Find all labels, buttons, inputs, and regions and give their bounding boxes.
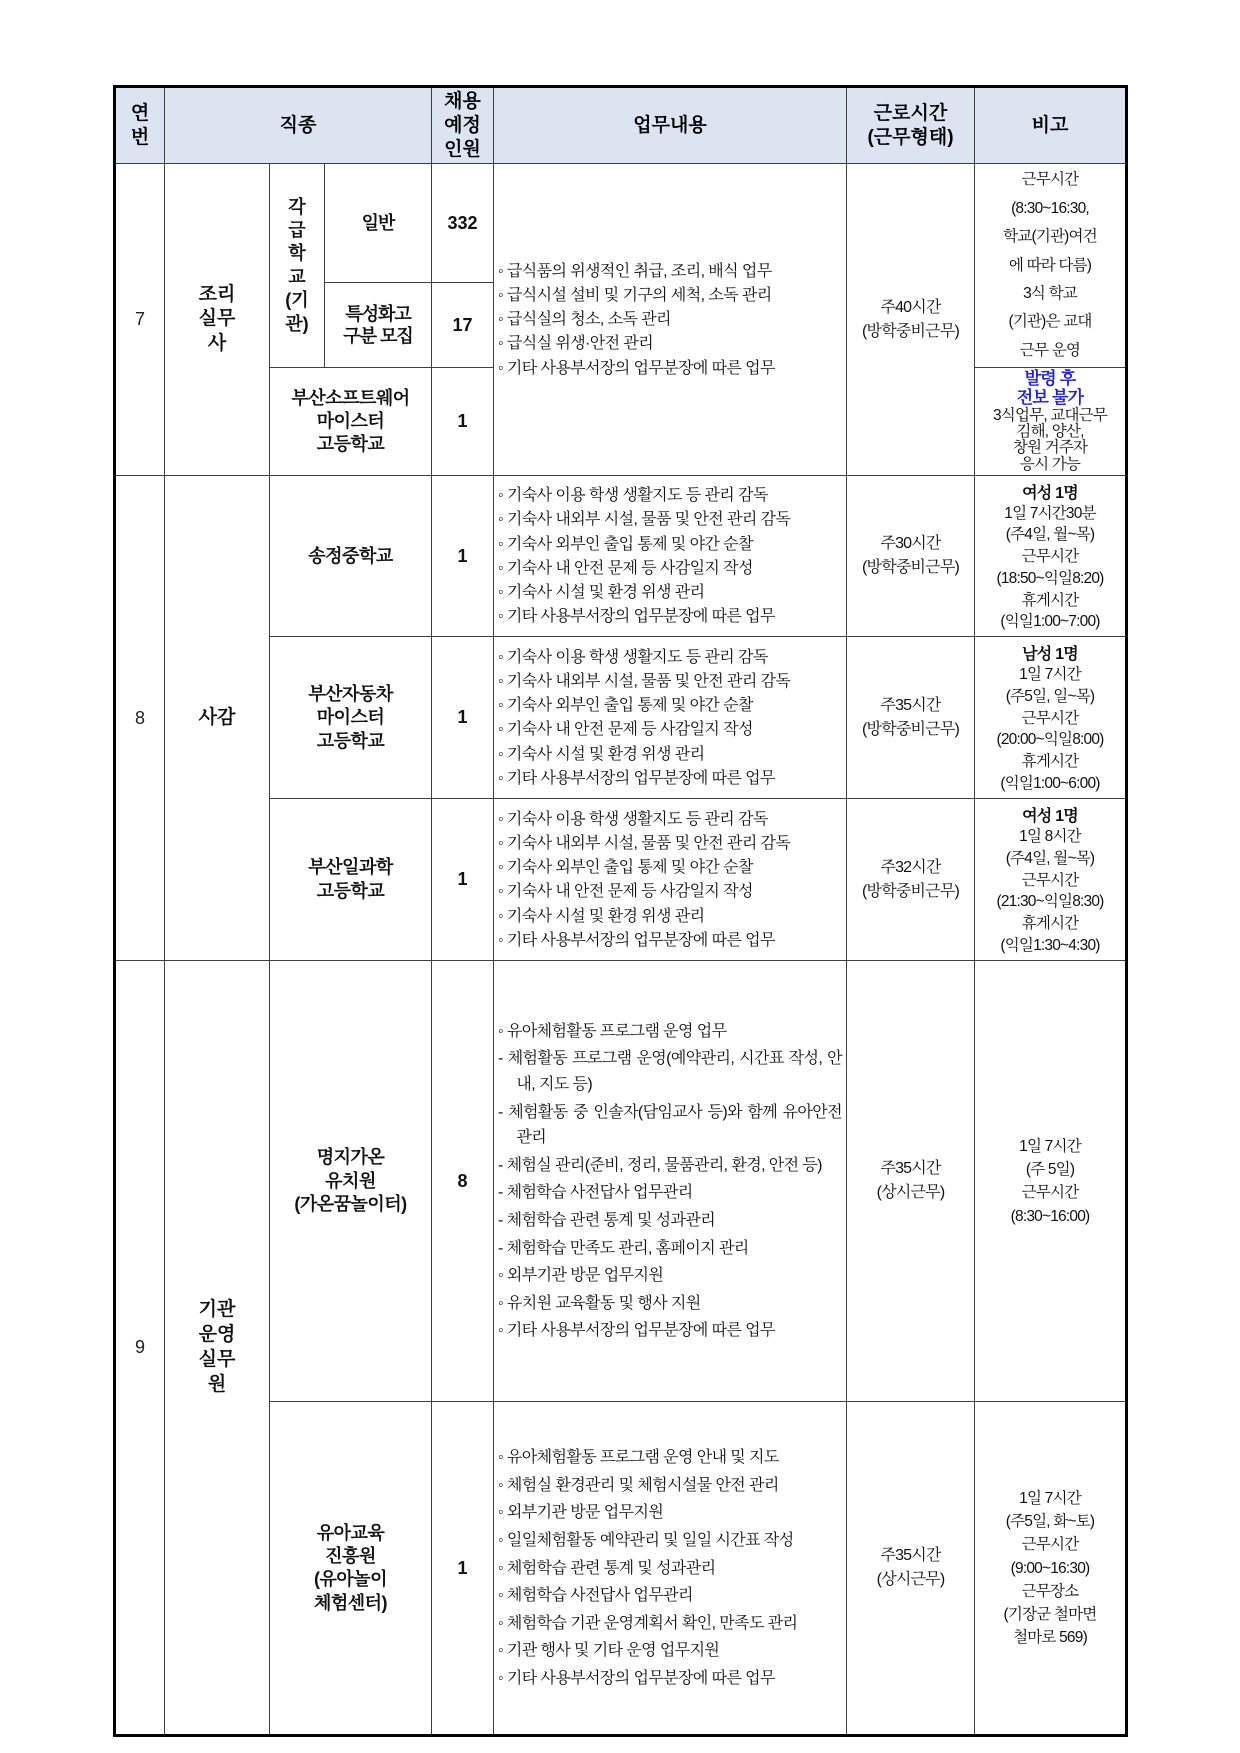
row8-note-songjeong (975, 476, 1127, 637)
row7-note-blue-title: 발령 후 전보 불가 (1016, 369, 1084, 407)
row7-count-software-meister: 1 (432, 368, 494, 476)
row8-hours-songjeong: 주30시간 (방학중비근무) (847, 476, 975, 637)
row9-duties-gaon: ◦ 유아체험활동 프로그램 운영 업무 - 체험활동 프로그램 운영(예약관리, 시간표 작성, 안내, 지도 등) - 체험활동 중 인솔자(담임교사 등)와 함께 유아안전관리 - 체험실 관리(준비, 정리, 물품관리, 환경, 안전 등) - 체험학습 사전답사 업무관리 - 체험학습 관련 통계 및 성과관리 - 체험학습 만족도 관리, 홈페이지 관리 ◦ 외부기관 방문 업무지원 ◦ 유치원 교육활동 및 행사 지원 ◦ 기타 사용부서장의 업무분장에 따른 업무 (494, 961, 847, 1402)
row8-songjeong (115, 476, 1127, 637)
row8-note-lines-songjeong: 1일 7시간30분 (주4일, 월~목) 근무시간 (18:50~익일8:20) 휴게시간 (익일1:00~7:00) (996, 504, 1104, 631)
row7-note-transfer-restriction (975, 368, 1127, 476)
row7-general (115, 164, 1127, 283)
row8-note-title-ilgwahak: 여성 1명 (1022, 808, 1078, 826)
row8-hours-automobile: 주35시간 (방학중비근무) (847, 637, 975, 799)
row9-duties-jinheungwon: ◦ 유아체험활동 프로그램 운영 안내 및 지도 ◦ 체험실 환경관리 및 체험시설물 안전 관리 ◦ 외부기관 방문 업무지원 ◦ 일일체험활동 예약관리 및 일일 시간표 작성 ◦ 체험학습 관련 통계 및 성과관리 ◦ 체험학습 사전답사 업무관리 ◦ 체험학습 기관 운영계획서 확인, 만족도 관리 ◦ 기관 행사 및 기타 운영 업무지원 ◦ 기타 사용부서장의 업무분장에 따른 업무 (494, 1402, 847, 1736)
row7-note-schedule: 근무시간 (8:30~16:30, 학교(기관)여건 에 따라 다름) 3식 학교 (기관)은 교대 근무 운영 (975, 164, 1127, 368)
row9-note-jinheungwon: 1일 7시간 (주5일, 화~토) 근무시간 (9:00~16:30) 근무장소 (기장군 철마면 철마로 569) (975, 1402, 1127, 1736)
row7-sub-general: 일반 (325, 164, 432, 283)
row9-org-jinheungwon: 유아교육 진흥원 (유아놀이 체험센터) (270, 1402, 432, 1736)
row8-school-ilgwahak: 부산일과학 고등학교 (270, 799, 432, 961)
row8-number: 8 (115, 476, 165, 961)
row9-hours-gaon: 주35시간 (상시근무) (847, 961, 975, 1402)
row9-gaon-kindergarten (115, 961, 1127, 1402)
row8-note-lines-ilgwahak: 1일 8시간 (주4일, 월~목) 근무시간 (21:30~익일8:30) 휴게시간 (익일1:30~4:30) (996, 828, 1104, 954)
row7-note-blue-lines: 3식업무, 교대근무 김해, 양산, 창원 거주자 응시 가능 (992, 406, 1108, 473)
recruitment-table (113, 85, 1128, 1737)
row8-hours-ilgwahak: 주32시간 (방학중비근무) (847, 799, 975, 961)
row8-count-songjeong: 1 (432, 476, 494, 637)
row7-count-vocational: 17 (432, 283, 494, 368)
row9-count-gaon: 8 (432, 961, 494, 1402)
header-duties: 업무내용 (494, 87, 847, 164)
row7-school-software-meister: 부산소프트웨어 마이스터 고등학교 (270, 368, 432, 476)
row7-number: 7 (115, 164, 165, 476)
row8-count-automobile: 1 (432, 637, 494, 799)
row7-job-title: 조리 실무 사 (165, 164, 270, 476)
row8-note-lines-automobile: 1일 7시간 (주5일, 일~목) 근무시간 (20:00~익일8:00) 휴게시간 (익일1:00~6:00) (996, 666, 1104, 792)
header-job-type: 직종 (165, 87, 432, 164)
row9-hours-jinheungwon: 주35시간 (상시근무) (847, 1402, 975, 1736)
row9-number: 9 (115, 961, 165, 1736)
row8-note-title-songjeong: 여성 1명 (1022, 484, 1078, 502)
header-planned-hires: 채용 예정 인원 (432, 87, 494, 164)
row7-count-general: 332 (432, 164, 494, 283)
row9-note-gaon: 1일 7시간 (주 5일) 근무시간 (8:30~16:00) (975, 961, 1127, 1402)
row8-duties-songjeong: ◦ 기숙사 이용 학생 생활지도 등 관리 감독 ◦ 기숙사 내외부 시설, 물품 및 안전 관리 감독 ◦ 기숙사 외부인 출입 통제 및 야간 순찰 ◦ 기숙사 내 안전 문제 등 사감일지 작성 ◦ 기숙사 시설 및 환경 위생 관리 ◦ 기타 사용부서장의 업무분장에 따른 업무 (494, 476, 847, 637)
row8-duties-ilgwahak: ◦ 기숙사 이용 학생 생활지도 등 관리 감독 ◦ 기숙사 내외부 시설, 물품 및 안전 관리 감독 ◦ 기숙사 외부인 출입 통제 및 야간 순찰 ◦ 기숙사 내 안전 문제 등 사감일지 작성 ◦ 기숙사 시설 및 환경 위생 관리 ◦ 기타 사용부서장의 업무분장에 따른 업무 (494, 799, 847, 961)
row9-count-jinheungwon: 1 (432, 1402, 494, 1736)
row8-note-title-automobile: 남성 1명 (1022, 646, 1078, 664)
header-row (115, 87, 1127, 164)
row7-school-group: 각 급 학 교 (기 관) (270, 164, 325, 368)
row7-working-hours: 주40시간 (방학중비근무) (847, 164, 975, 476)
row7-duties: ◦ 급식품의 위생적인 취급, 조리, 배식 업무 ◦ 급식시설 설비 및 기구의 세척, 소독 관리 ◦ 급식실의 청소, 소독 관리 ◦ 급식실 위생·안전 관리 ◦ 기타 사용부서장의 업무분장에 따른 업무 (494, 164, 847, 476)
row8-school-automobile: 부산자동차 마이스터 고등학교 (270, 637, 432, 799)
row9-org-gaon: 명지가온 유치원 (가온꿈놀이터) (270, 961, 432, 1402)
row8-count-ilgwahak: 1 (432, 799, 494, 961)
row8-duties-automobile: ◦ 기숙사 이용 학생 생활지도 등 관리 감독 ◦ 기숙사 내외부 시설, 물품 및 안전 관리 감독 ◦ 기숙사 외부인 출입 통제 및 야간 순찰 ◦ 기숙사 내 안전 문제 등 사감일지 작성 ◦ 기숙사 시설 및 환경 위생 관리 ◦ 기타 사용부서장의 업무분장에 따른 업무 (494, 637, 847, 799)
row8-job-title: 사감 (165, 476, 270, 961)
header-note: 비고 (975, 87, 1127, 164)
row7-sub-vocational: 특성화고 구분 모집 (325, 283, 432, 368)
row8-note-ilgwahak (975, 799, 1127, 961)
header-no: 연 번 (115, 87, 165, 164)
row8-note-automobile (975, 637, 1127, 799)
header-working-hours: 근로시간 (근무형태) (847, 87, 975, 164)
row9-job-title: 기관 운영 실무 원 (165, 961, 270, 1736)
row8-school-songjeong: 송정중학교 (270, 476, 432, 637)
